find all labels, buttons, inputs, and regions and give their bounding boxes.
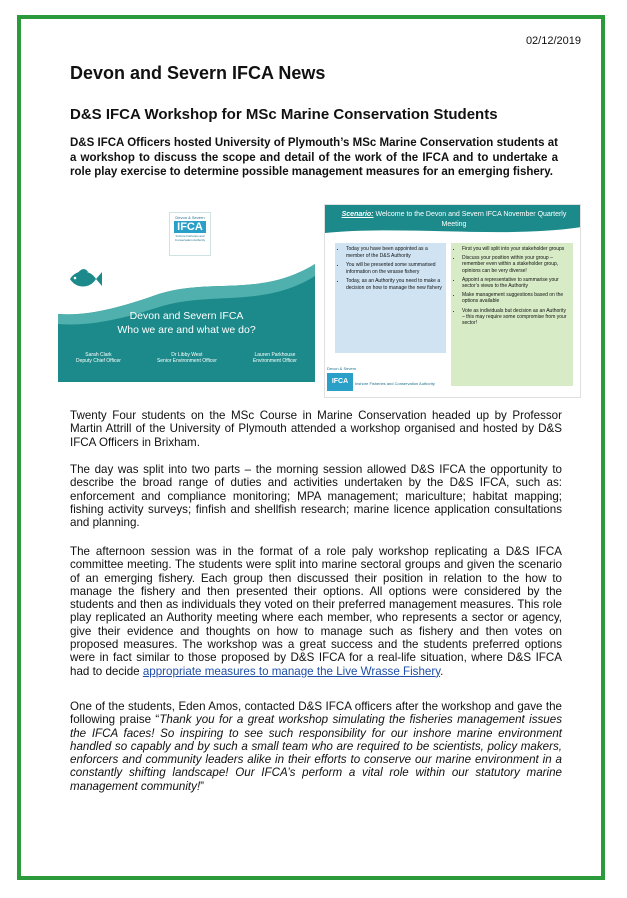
footer-logo: Devon & Severn IFCA Inshore Fisheries and Conservation Authority <box>327 365 450 397</box>
newsletter-date: 02/12/2019 <box>525 35 581 47</box>
wrasse-fishery-link[interactable]: appropriate measures to manage the Live Wrasse Fishery <box>142 664 441 678</box>
paragraph-2: The day was split into two parts – the morning session allowed D&S IFCA the opportunity to describe the broad range of duties and activities undertaken by the D&S IFCA, such as: enforcement and compliance monitoring; MPA management; mariculture; habitat mapping; fishing activity surveys; finfish and shellfish research; marine licence application consultations and planning. <box>70 463 562 530</box>
list-item: • Vote as individuals but decision as an Authority – this may require some compromise from your sector! <box>462 308 570 327</box>
list-item: • Today, as an Authority you need to make a decision on how to manage the new fishery <box>346 278 443 291</box>
list-item: • First you will split into your stakeholder groups <box>462 246 570 252</box>
paragraph-1: Twenty Four students on the MSc Course in Marine Conservation headed up by Professor Martin Attrill of the University of Plymouth attended a workshop organised and hosted by D&S IFCA Officers in Brixham. <box>70 409 562 449</box>
presenter: Dr Libby West Senior Environment Officer <box>156 352 217 364</box>
list-item: • Today you have been appointed as a member of the D&S Authority <box>346 246 443 259</box>
list-item: • Discuss your position within your group – remember even within a stakeholder group, opinions can be very diverse! <box>462 255 570 274</box>
presenter-list <box>58 352 315 364</box>
presenter: Lauren Parkhouse Environment Officer <box>252 352 297 364</box>
list-item: • Make management suggestions based on the options available <box>462 292 570 304</box>
slide-image-scenario <box>324 204 581 398</box>
slide-title: Devon and Severn IFCA Who we are and what we do? <box>117 310 256 336</box>
fish-icon <box>66 266 102 292</box>
scenario-steps-box <box>451 243 573 386</box>
ifca-logo: Devon & Severn IFCA Inshore Fisheries and Conservation Authority <box>169 212 211 256</box>
paragraph-4: One of the students, Eden Amos, contacted D&S IFCA officers after the workshop and gave the following praise “Thank you for a great workshop simulating the fisheries management issues the IFCA faces! So inspiring to see such responsibility for our inshore marine environment handled so capably and by such a small team who are required to be scientists, policy makers, enforcers and community leaders alike in their efforts to conserve our marine environment in a constantly shifting landscape! Our IFCA’s perform a vital role within our statutory marine management community!” <box>70 700 563 793</box>
list-item: • You will be presented some summarised information on the wrasse fishery <box>346 262 443 275</box>
newsletter-title: Devon and Severn IFCA News <box>70 63 326 83</box>
presenter: Sarah Clark Deputy Chief Officer <box>76 352 121 364</box>
article-headline: D&S IFCA Workshop for MSc Marine Conservation Students <box>70 106 498 123</box>
scenario-intro-box <box>335 243 446 353</box>
scenario-title: Scenario: Welcome to the Devon and Severn IFCA November Quarterly Meeting <box>341 211 567 228</box>
paragraph-3: The afternoon session was in the format of a role paly workshop replicating a D&S IFCA committee meeting. The students were split into marine sectoral groups and given the scenario of an emerging fishery. Each group then discussed their position in relation to the how to manage the fishery and then presented their options. All options were considered by the students and then as individuals they voted on their preferred management measures. This role play replicated an Authority meeting where each member, who represents a sector or agency, give their evidence and thoughts on how to manage such as fishery and then votes on proposed measures. The workshop was a great success and the students preferred options were in fact similar to those proposed by D&S IFCA for a real-life situation, where D&S IFCA had to decide appropriate measures to manage the Live Wrasse Fishery. <box>70 545 562 678</box>
list-item: • Appoint a representative to summarise your sector’s views to the Authority <box>462 277 570 289</box>
student-quote: Thank you for a great workshop simulating the fisheries management issues the IFCA faces! So inspiring to see such responsibility for our inshore marine environment handled so capably and by such a small team who are required to be scientists, policy makers, enforcers and community leaders alike in their efforts to conserve our marine environment in a constantly shifting landscape! Our IFCA’s perform a vital role within our statutory marine management community! <box>70 713 563 793</box>
article-lead: D&S IFCA Officers hosted University of Plymouth’s MSc Marine Conservation students at a workshop to discuss the scope and detail of the work of the IFCA and to undertake a role play exercise to determine possible management measures for an emerging fishery. <box>70 137 558 178</box>
slide-image-who-we-are <box>58 204 315 382</box>
